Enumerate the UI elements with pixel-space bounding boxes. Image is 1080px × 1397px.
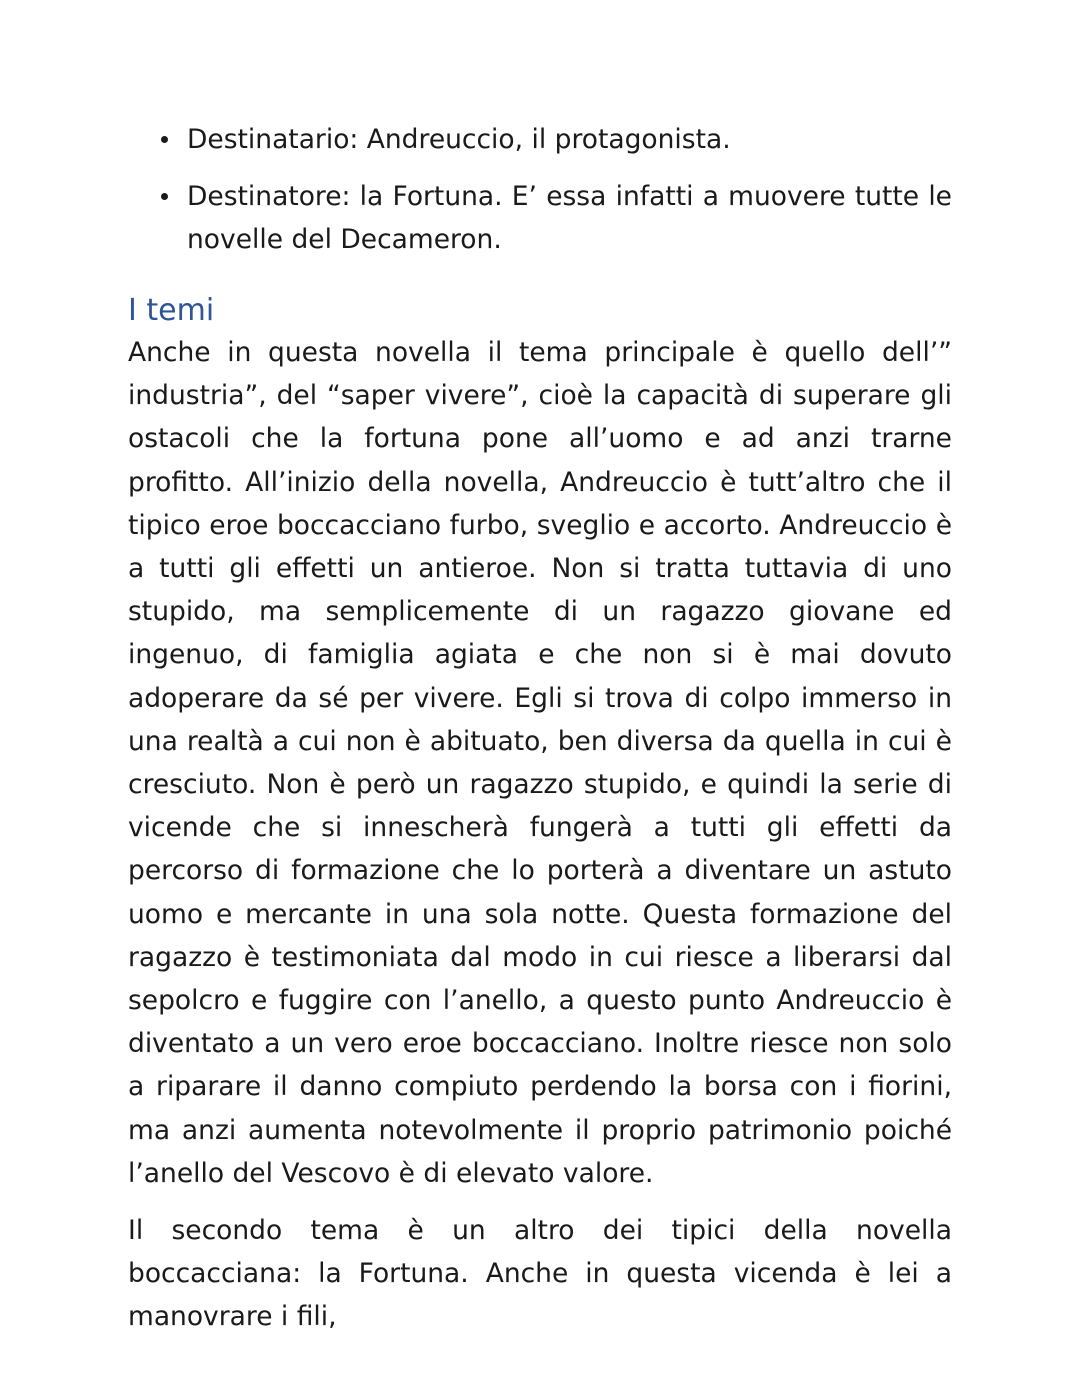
bullet-text: Destinatario: Andreuccio, il protagonista.	[187, 124, 731, 155]
paragraph: Anche in questa novella il tema principale è quello dell’” industria”, del “saper vivere”, cioè la capacità di superare gli ostacoli che la fortuna pone all’uomo e ad anzi trarne profitto. All’inizio della novella, Andreuccio è tutt’altro che il tipico eroe boccacciano furbo, sveglio e accorto. Andreuccio è a tutti gli effetti un antieroe. Non si tratta tuttavia di uno stupido, ma semplicemente di un ragazzo giovane ed ingenuo, di famiglia agiata e che non si è mai dovuto adoperare da sé per vivere. Egli si trova di colpo immerso in una realtà a cui non è abituato, ben diversa da quella in cui è cresciuto. Non è però un ragazzo stupido, e quindi la serie di vicende che si innescherà fungerà a tutti gli effetti da percorso di formazione che lo porterà a diventare un astuto uomo e mercante in una sola notte. Questa formazione del ragazzo è testimoniata dal modo in cui riesce a liberarsi dal sepolcro e fuggire con l’anello, a questo punto Andreuccio è diventato a un vero eroe boccacciano. Inoltre riesce non solo a riparare il danno compiuto perdendo la borsa con i fiorini, ma anzi aumenta notevolmente il proprio patrimonio poiché l’anello del Vescovo è di elevato valore.	[128, 337, 952, 1189]
list-item	[128, 118, 952, 161]
section-title: I temi	[128, 293, 215, 328]
document-page	[128, 118, 952, 1339]
bullet-dot-icon	[161, 136, 168, 143]
bullet-dot-icon	[161, 193, 168, 200]
paragraph: Il secondo tema è un altro dei tipici della novella boccacciana: la Fortuna. Anche in questa vicenda è lei a manovrare i fili,	[128, 1215, 952, 1333]
bullet-list	[128, 118, 952, 261]
list-item	[128, 175, 952, 261]
bullet-text: Destinatore: la Fortuna. E’ essa infatti a muovere tutte le novelle del Decameron.	[187, 181, 952, 255]
